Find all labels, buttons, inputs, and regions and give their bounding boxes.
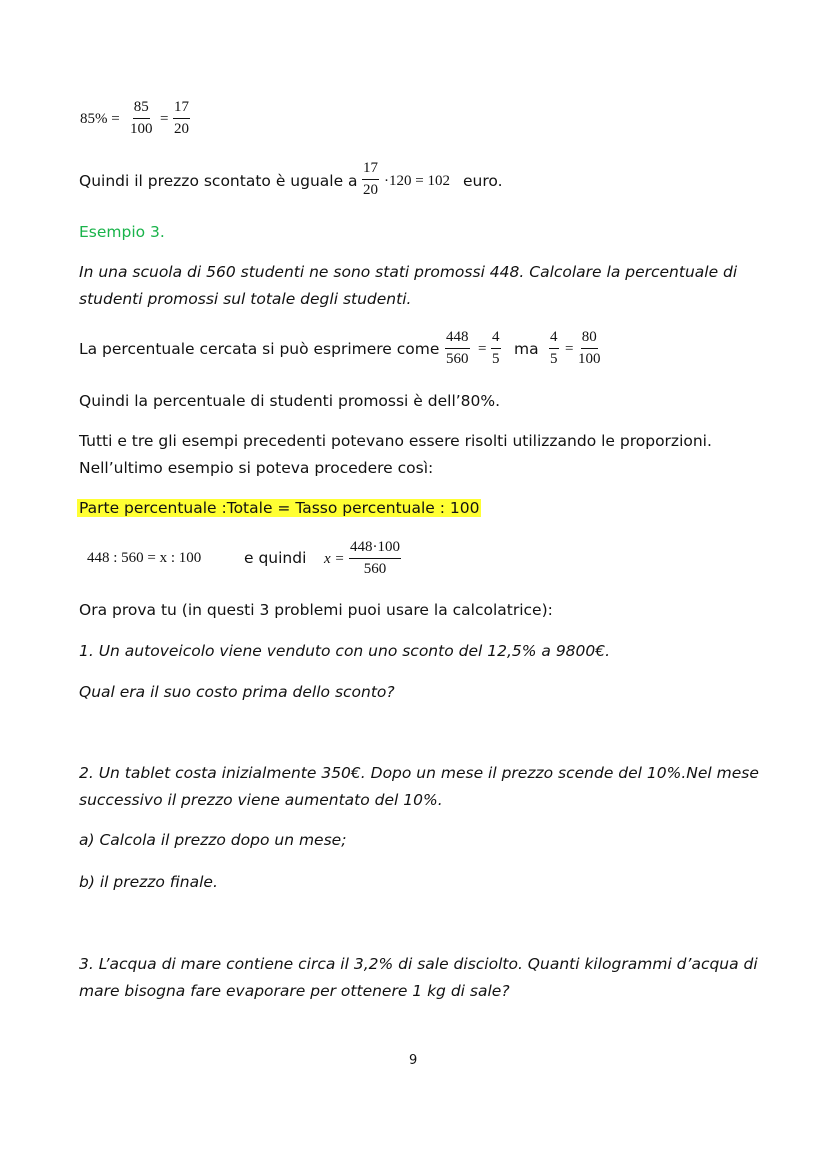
numerator: 17 [362, 161, 379, 180]
exercise-2-line-2: successivo il prezzo viene aumentato del 10%. [79, 791, 443, 809]
tutti-tre-line-1: Tutti e tre gli esempi precedenti potevano essere risolti utilizzando le proporzioni. [79, 432, 712, 450]
fraction-4-5-b [549, 330, 559, 367]
equals-sign: = [160, 111, 169, 127]
numerator: 85 [133, 100, 150, 119]
denominator: 100 [578, 351, 601, 367]
problem-line-1: In una scuola di 560 studenti ne sono stati promossi 448. Calcolare la percentuale di [79, 263, 738, 281]
proportion-equation: 448 : 560 = x : 100 [87, 550, 202, 566]
price-expression: ·120 = 102 [384, 173, 450, 189]
fraction-80-100 [578, 330, 601, 367]
fraction-4-5 [491, 330, 501, 367]
numerator: 4 [491, 330, 501, 349]
page-number: 9 [409, 1053, 418, 1068]
highlighted-formula: Parte percentuale :Totale = Tasso percentuale : 100 [79, 499, 480, 517]
numerator: 17 [173, 100, 190, 119]
tutti-tre-line-2: Nell’ultimo esempio si poteva procedere così: [79, 459, 434, 477]
exercise-1-question: Qual era il suo costo prima dello sconto? [79, 683, 395, 701]
exercise-2-part-a: a) Calcola il prezzo dopo un mese; [79, 831, 347, 849]
fraction-x-solution [349, 540, 401, 577]
denominator: 100 [130, 121, 153, 137]
exercise-2-line-1: 2. Un tablet costa inizialmente 350€. Dopo un mese il prezzo scende del 10%.Nel mese [79, 764, 759, 782]
fraction-17-20 [173, 100, 190, 137]
numerator: 80 [581, 330, 598, 349]
fraction-17-20-inline [362, 161, 379, 198]
denominator: 5 [492, 351, 500, 367]
denominator: 560 [446, 351, 469, 367]
numerator: 4 [549, 330, 559, 349]
example-heading: Esempio 3. [79, 223, 165, 241]
denominator: 560 [363, 561, 387, 577]
equals-sign: = [478, 341, 487, 357]
equals-sign: = [565, 341, 574, 357]
exercise-3-line-2: mare bisogna fare evaporare per ottenere 1 kg di sale? [79, 982, 510, 1000]
problem-line-2: studenti promossi sul totale degli studenti. [79, 290, 412, 308]
x-equals: x = [324, 551, 345, 567]
denominator: 5 [550, 351, 558, 367]
denominator: 20 [174, 121, 189, 137]
quindi-percentuale-text: Quindi la percentuale di studenti promossi è dell’80%. [79, 392, 501, 410]
e-quindi-label: e quindi [244, 549, 307, 567]
numerator: 448·100 [349, 540, 401, 559]
denominator: 20 [363, 182, 378, 198]
ma-label: ma [514, 340, 539, 358]
fraction-448-560 [445, 330, 470, 367]
prezzo-scontato-text: Quindi il prezzo scontato è uguale a [79, 172, 358, 190]
euro-label: euro. [463, 172, 503, 190]
ora-prova-text: Ora prova tu (in questi 3 problemi puoi usare la calcolatrice): [79, 601, 553, 619]
numerator: 448 [445, 330, 470, 349]
exercise-1-text: 1. Un autoveicolo viene venduto con uno sconto del 12,5% a 9800€. [79, 642, 611, 660]
percentuale-cercata-text: La percentuale cercata si può esprimere come [79, 340, 440, 358]
exercise-3-line-1: 3. L’acqua di mare contiene circa il 3,2% di sale disciolto. Quanti kilogrammi d’acqua di [79, 955, 758, 973]
exercise-2-part-b: b) il prezzo finale. [79, 873, 218, 891]
fraction-85-100 [130, 100, 153, 137]
percent-85-label: 85% = [80, 111, 120, 127]
